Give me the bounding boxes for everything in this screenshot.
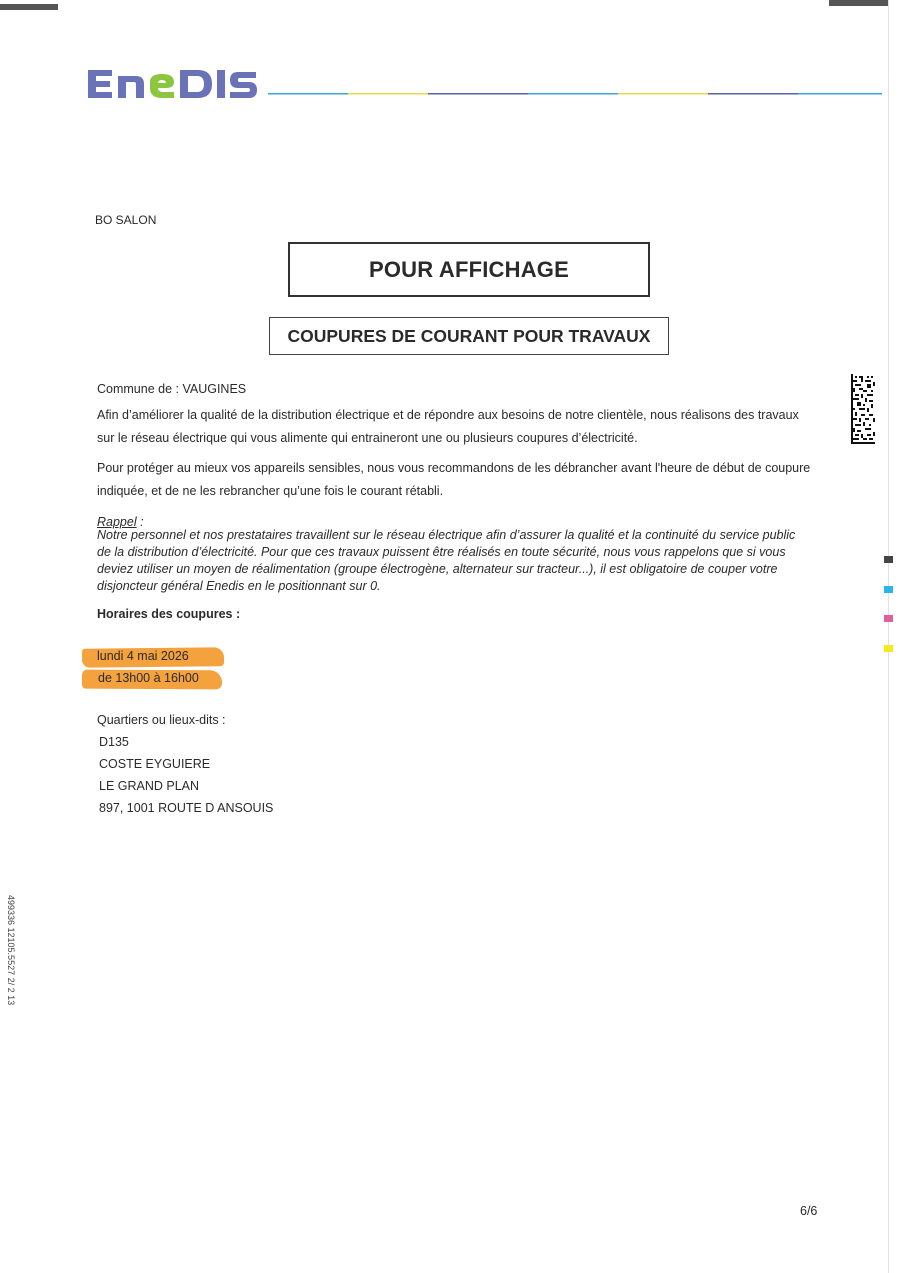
print-mark-cyan (884, 586, 893, 593)
locations-title: Quartiers ou lieux-dits : (97, 713, 226, 727)
enedis-logo (86, 62, 258, 106)
print-mark-black (884, 556, 893, 563)
scan-mark-top-left (0, 4, 58, 10)
location-item: 897, 1001 ROUTE D ANSOUIS (99, 801, 274, 815)
notice-title: POUR AFFICHAGE (369, 256, 569, 282)
rappel-title: Rappel (97, 515, 137, 529)
print-mark-magenta (884, 615, 893, 622)
side-tracking-code: 499336 12105.5527 2/ 2 13 (6, 895, 16, 1006)
rappel-line: Notre personnel et nos prestataires travaillent sur le réseau électrique afin d’assurer la qualité et la continuité du service public (97, 528, 796, 542)
rappel-text (97, 527, 812, 595)
location-item: D135 (99, 735, 129, 749)
outage-date: lundi 4 mai 2026 (97, 649, 189, 663)
print-mark-yellow (884, 645, 893, 652)
recipient-label: BO SALON (95, 213, 157, 227)
rappel-heading: Rappel : (97, 515, 144, 529)
intro-paragraph (97, 404, 817, 450)
rappel-line: de la distribution d’électricité. Pour que ces travaux puissent être réalisés en toute sécurité, nous vous rappelons que si vous (97, 545, 786, 559)
page-number: 6/6 (800, 1204, 818, 1218)
intro-paragraph-line: sur le réseau électrique qui vous alimente qui entraineront une ou plusieurs coupures d’électricité. (97, 431, 638, 445)
outage-time: de 13h00 à 16h00 (98, 671, 199, 685)
datamatrix-code (851, 374, 875, 444)
advice-paragraph-line: indiquée, et de ne les rebrancher qu’une fois le courant rétabli. (97, 484, 444, 498)
location-item: LE GRAND PLAN (99, 779, 200, 793)
advice-paragraph (97, 457, 817, 503)
rappel-line: disjoncteur général Enedis en le positionnant sur 0. (97, 579, 381, 593)
notice-title-box (288, 242, 650, 297)
scan-mark-top-right (829, 0, 888, 6)
notice-subtitle: COUPURES DE COURANT POUR TRAVAUX (287, 325, 651, 346)
advice-paragraph-line: Pour protéger au mieux vos appareils sensibles, nous vous recommandons de les débrancher avant l'heure de début de coupure (97, 461, 811, 475)
header-decorative-line (268, 92, 882, 95)
rappel-line: deviez utiliser un moyen de réalimentation (groupe électrogène, alternateur sur tracteur...), il est obligatoire de couper votre (97, 562, 778, 576)
schedule-title: Horaires des coupures : (97, 607, 241, 621)
page-edge-line (888, 0, 889, 1273)
notice-subtitle-box (269, 317, 669, 355)
intro-paragraph-line: Afin d’améliorer la qualité de la distribution électrique et de répondre aux besoins de notre clientèle, nous réalisons des travaux (97, 408, 799, 422)
location-item: COSTE EYGUIERE (99, 757, 211, 771)
commune-line: Commune de : VAUGINES (97, 382, 247, 396)
